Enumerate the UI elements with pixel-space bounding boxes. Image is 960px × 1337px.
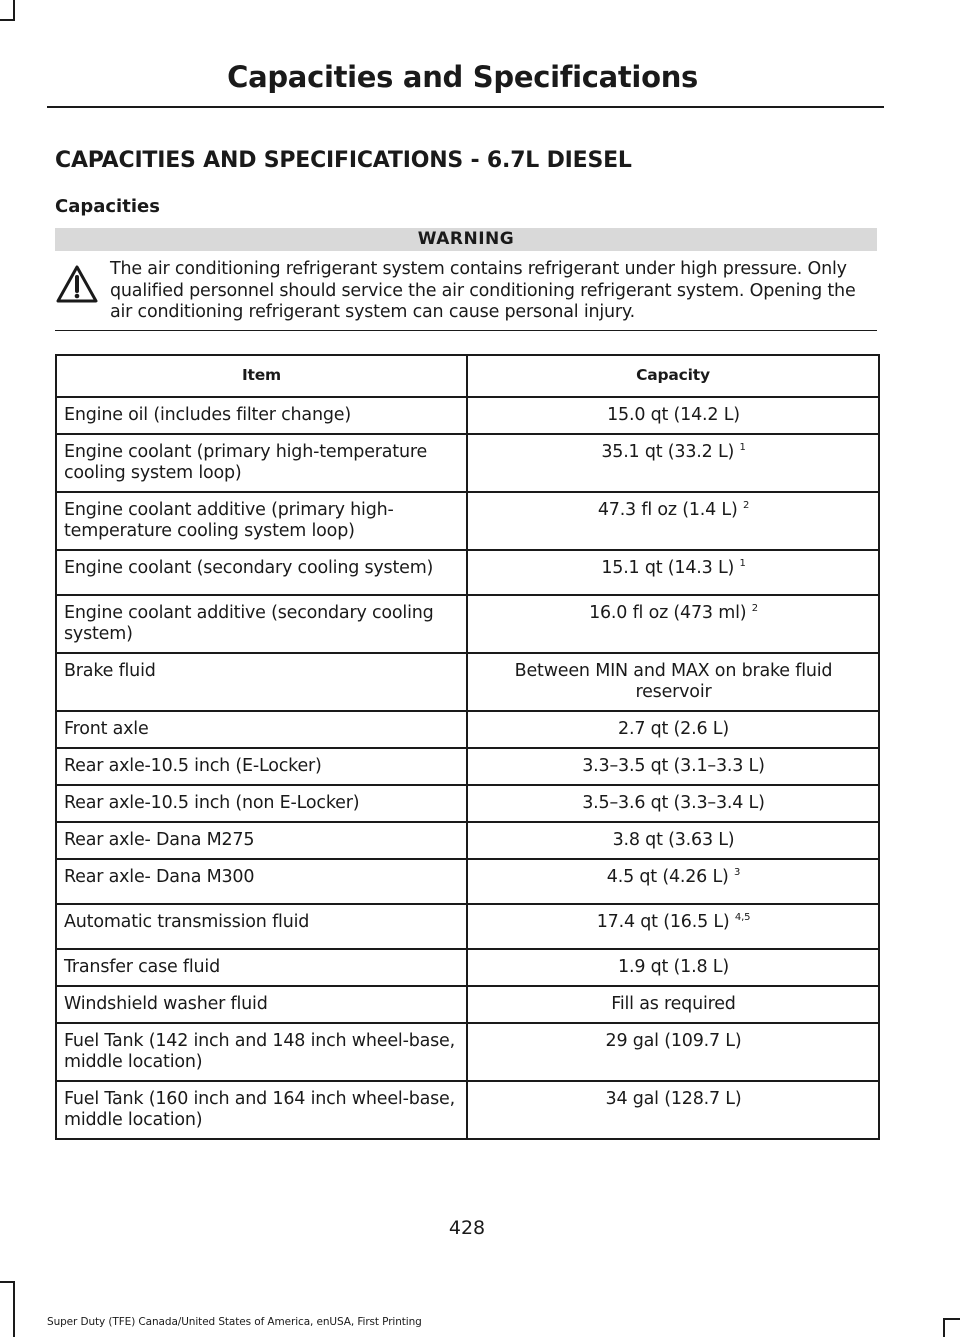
capacity-cell: [467, 1081, 879, 1139]
capacity-cell: [467, 492, 879, 550]
column-header-item: Item: [56, 355, 467, 397]
item-cell: Rear axle-10.5 inch (E-Locker): [56, 748, 467, 785]
table-row: [56, 949, 879, 986]
item-cell: Engine coolant additive (secondary cooling system): [56, 595, 467, 653]
table-row: [56, 904, 879, 949]
table-row: [56, 492, 879, 550]
section-title: CAPACITIES AND SPECIFICATIONS - 6.7L DIESEL: [55, 148, 632, 173]
capacity-cell: [467, 1023, 879, 1081]
capacity-value: 1.9 qt (1.8 L): [618, 957, 729, 977]
capacity-value: Fill as required: [611, 994, 736, 1014]
capacity-cell: [467, 595, 879, 653]
capacity-value: 15.0 qt (14.2 L): [607, 405, 740, 425]
warning-divider: [55, 330, 877, 331]
table-row: [56, 397, 879, 434]
footnote-marker: 2: [751, 603, 758, 615]
capacity-cell: [467, 434, 879, 492]
capacity-value: 15.1 qt (14.3 L): [601, 558, 735, 578]
table-row: [56, 595, 879, 653]
capacity-value: 16.0 fl oz (473 ml): [589, 603, 747, 623]
table-row: [56, 653, 879, 711]
warning-triangle-icon: [56, 265, 98, 303]
capacity-cell: [467, 397, 879, 434]
page-header-title: Capacities and Specifications: [227, 60, 698, 94]
capacity-value: 17.4 qt (16.5 L): [596, 912, 730, 932]
item-cell: Rear axle-10.5 inch (non E-Locker): [56, 785, 467, 822]
capacity-cell: [467, 822, 879, 859]
capacity-cell: [467, 859, 879, 904]
table-row: [56, 785, 879, 822]
footnote-marker: 1: [739, 442, 746, 454]
table-row: [56, 1023, 879, 1081]
footnote-marker: 1: [739, 558, 746, 570]
item-cell: Rear axle- Dana M300: [56, 859, 467, 904]
item-cell: Automatic transmission fluid: [56, 904, 467, 949]
item-cell: Fuel Tank (160 inch and 164 inch wheel-base, middle location): [56, 1081, 467, 1139]
crop-mark: [0, 19, 15, 21]
capacity-cell: [467, 949, 879, 986]
capacity-cell: [467, 653, 879, 711]
capacity-value: 34 gal (128.7 L): [605, 1089, 742, 1109]
capacity-value: 3.3–3.5 qt (3.1–3.3 L): [582, 756, 765, 776]
capacity-value: 3.5–3.6 qt (3.3–3.4 L): [582, 793, 765, 813]
table-row: [56, 859, 879, 904]
crop-mark: [0, 1281, 15, 1283]
item-cell: Engine coolant additive (primary high-temperature cooling system loop): [56, 492, 467, 550]
table-row: [56, 434, 879, 492]
subheading: Capacities: [55, 196, 160, 217]
header-divider: [47, 106, 884, 108]
table-header-row: [56, 355, 879, 397]
capacity-cell: [467, 785, 879, 822]
page-number: 428: [448, 1217, 486, 1239]
footnote-marker: 2: [742, 500, 750, 512]
capacity-cell: [467, 711, 879, 748]
capacity-cell: [467, 550, 879, 595]
capacities-table: [55, 354, 880, 1140]
capacity-value: 4.5 qt (4.26 L): [606, 867, 729, 887]
capacity-value: 29 gal (109.7 L): [605, 1031, 742, 1051]
table-row: [56, 822, 879, 859]
capacity-value: Between MIN and MAX on brake fluid reservoir: [514, 661, 833, 702]
item-cell: Engine oil (includes filter change): [56, 397, 467, 434]
footnote-marker: 3: [734, 867, 741, 879]
footer-text: Super Duty (TFE) Canada/United States of America, enUSA, First Printing: [47, 1316, 422, 1328]
crop-mark: [943, 1318, 945, 1337]
capacity-cell: [467, 748, 879, 785]
table-row: [56, 711, 879, 748]
item-cell: Engine coolant (primary high-temperature cooling system loop): [56, 434, 467, 492]
table-row: [56, 550, 879, 595]
item-cell: Fuel Tank (142 inch and 148 inch wheel-base, middle location): [56, 1023, 467, 1081]
warning-text: The air conditioning refrigerant system contains refrigerant under high pressure. Only qualified personnel should service the air conditioning refrigerant system. Opening the air conditioning refrigerant system can cause personal injury.: [110, 259, 856, 322]
item-cell: Windshield washer fluid: [56, 986, 467, 1023]
warning-label: WARNING: [55, 228, 877, 251]
item-cell: Brake fluid: [56, 653, 467, 711]
capacity-value: 3.8 qt (3.63 L): [612, 830, 735, 850]
item-cell: Front axle: [56, 711, 467, 748]
capacity-value: 35.1 qt (33.2 L): [601, 442, 735, 462]
crop-mark: [13, 1281, 15, 1337]
crop-mark: [943, 1318, 960, 1320]
capacity-cell: [467, 986, 879, 1023]
item-cell: Rear axle- Dana M275: [56, 822, 467, 859]
footnote-marker: 4,5: [734, 912, 751, 924]
capacity-value: 47.3 fl oz (1.4 L): [597, 500, 738, 520]
crop-mark: [13, 0, 15, 20]
table-row: [56, 748, 879, 785]
table-row: [56, 986, 879, 1023]
capacity-cell: [467, 904, 879, 949]
item-cell: Engine coolant (secondary cooling system): [56, 550, 467, 595]
table-row: [56, 1081, 879, 1139]
capacity-value: 2.7 qt (2.6 L): [618, 719, 729, 739]
item-cell: Transfer case fluid: [56, 949, 467, 986]
column-header-capacity: Capacity: [467, 355, 879, 397]
